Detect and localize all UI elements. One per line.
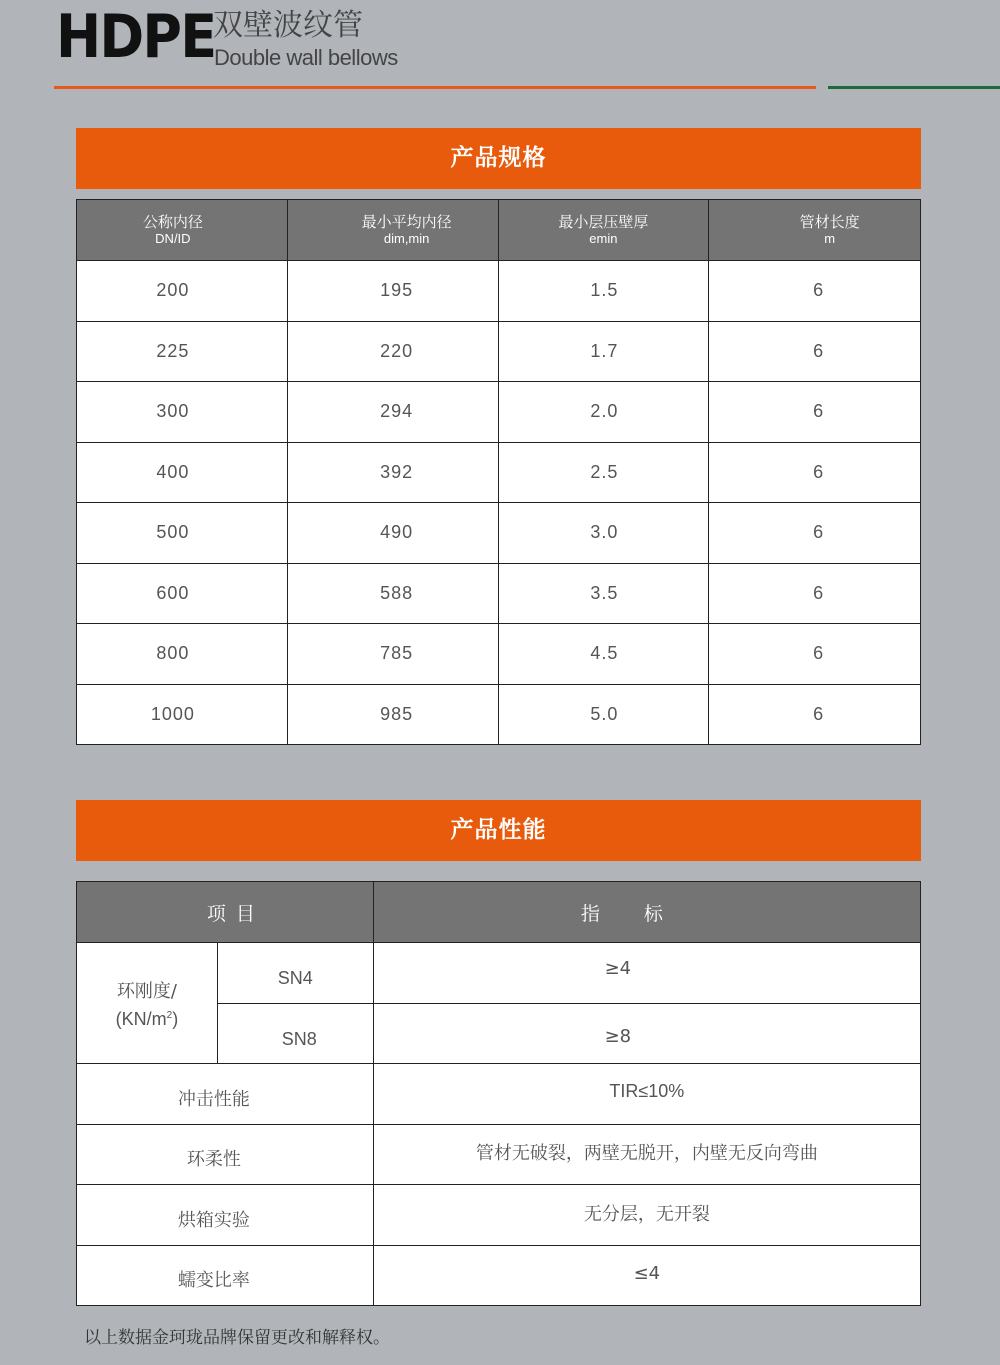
ring-stiffness-unit: $(KN/m^2)$ bbox=[115, 1009, 179, 1029]
table-cell: 2.5 bbox=[498, 442, 709, 503]
table-cell: 400 bbox=[77, 442, 288, 503]
perf-row bbox=[77, 1064, 921, 1125]
table-row bbox=[77, 442, 921, 503]
table-cell: 6 bbox=[709, 442, 921, 503]
table-cell: 300 bbox=[77, 382, 288, 443]
table-cell: 1000 bbox=[77, 684, 288, 745]
header-label-cn: 管材长度 bbox=[799, 213, 860, 231]
perf-value-cell: 管材无破裂，两壁无脱开，内壁无反向弯曲 bbox=[373, 1124, 920, 1185]
spec-section-banner: 产品规格 bbox=[76, 128, 921, 189]
ring-stiffness-label bbox=[77, 943, 218, 1064]
header-label-en: DN/ID bbox=[155, 231, 191, 246]
value-cell: ≥4 bbox=[373, 943, 920, 1004]
perf-item-cell: 烘箱实验 bbox=[77, 1185, 374, 1246]
table-cell: 490 bbox=[287, 503, 498, 564]
table-cell: 785 bbox=[287, 624, 498, 685]
perf-header-item: 项 目 bbox=[77, 882, 374, 943]
header-label-cn: 最小平均内径 bbox=[361, 213, 452, 231]
table-cell: 392 bbox=[287, 442, 498, 503]
table-row bbox=[77, 684, 921, 745]
table-cell: 6 bbox=[709, 503, 921, 564]
perf-section-banner: 产品性能 bbox=[76, 800, 921, 861]
perf-header-index: 指 标 bbox=[373, 882, 920, 943]
table-cell: 6 bbox=[709, 624, 921, 685]
perf-header-row bbox=[77, 882, 921, 943]
table-cell: 3.0 bbox=[498, 503, 709, 564]
perf-row bbox=[77, 1124, 921, 1185]
table-cell: 1.7 bbox=[498, 321, 709, 382]
perf-value-cell: 无分层，无开裂 bbox=[373, 1185, 920, 1246]
table-cell: 195 bbox=[287, 261, 498, 322]
perf-value-cell: ≤4 bbox=[373, 1245, 920, 1306]
perf-row bbox=[77, 1245, 921, 1306]
perf-table bbox=[76, 881, 921, 1306]
table-row bbox=[77, 382, 921, 443]
brand-logo: HDPE bbox=[56, 2, 216, 72]
table-cell: 4.5 bbox=[498, 624, 709, 685]
table-cell: 500 bbox=[77, 503, 288, 564]
header-label-en: m bbox=[824, 231, 836, 246]
grade-cell: SN4 bbox=[217, 943, 373, 1004]
table-cell: 588 bbox=[287, 563, 498, 624]
header-label-cn: 最小层压壁厚 bbox=[558, 213, 649, 231]
header-label-en: emin bbox=[589, 231, 618, 246]
perf-value-cell: TIR≤10% bbox=[373, 1064, 920, 1125]
grade-cell: SN8 bbox=[217, 1003, 373, 1064]
spec-header-cell bbox=[77, 200, 288, 261]
spec-header-cell bbox=[287, 200, 498, 261]
table-cell: 985 bbox=[287, 684, 498, 745]
perf-item-cell: 蠕变比率 bbox=[77, 1245, 374, 1306]
ring-stiffness-name: 环刚度/ bbox=[116, 981, 177, 1002]
table-cell: 6 bbox=[709, 261, 921, 322]
header-rule-green bbox=[828, 86, 1000, 89]
table-cell: 6 bbox=[709, 321, 921, 382]
header-label-en: dim,min bbox=[383, 231, 430, 246]
table-row bbox=[77, 624, 921, 685]
table-cell: 3.5 bbox=[498, 563, 709, 624]
table-cell: 6 bbox=[709, 684, 921, 745]
table-cell: 294 bbox=[287, 382, 498, 443]
perf-item-cell: 冲击性能 bbox=[77, 1064, 374, 1125]
table-cell: 2.0 bbox=[498, 382, 709, 443]
spec-header-cell bbox=[709, 200, 921, 261]
table-cell: 600 bbox=[77, 563, 288, 624]
title-chinese: 双壁波纹管 bbox=[213, 8, 363, 43]
spec-table bbox=[76, 199, 921, 745]
table-cell: 200 bbox=[77, 261, 288, 322]
table-cell: 220 bbox=[287, 321, 498, 382]
spec-header-row bbox=[77, 200, 921, 261]
table-cell: 800 bbox=[77, 624, 288, 685]
table-cell: 5.0 bbox=[498, 684, 709, 745]
table-row bbox=[77, 321, 921, 382]
table-cell: 1.5 bbox=[498, 261, 709, 322]
perf-row bbox=[77, 1185, 921, 1246]
title-english: Double wall bellows bbox=[214, 45, 398, 70]
header-rule-orange bbox=[54, 86, 816, 89]
perf-row-ring-stiffness bbox=[77, 943, 921, 1004]
table-row bbox=[77, 503, 921, 564]
value-cell: ≥8 bbox=[373, 1003, 920, 1064]
spec-header-cell bbox=[498, 200, 709, 261]
header-label-cn: 公称内径 bbox=[142, 213, 203, 231]
table-cell: 225 bbox=[77, 321, 288, 382]
table-cell: 6 bbox=[709, 563, 921, 624]
table-row bbox=[77, 261, 921, 322]
table-cell: 6 bbox=[709, 382, 921, 443]
perf-item-cell: 环柔性 bbox=[77, 1124, 374, 1185]
table-row bbox=[77, 563, 921, 624]
footer-note: 以上数据金珂珑品牌保留更改和解释权。 bbox=[84, 1328, 390, 1348]
